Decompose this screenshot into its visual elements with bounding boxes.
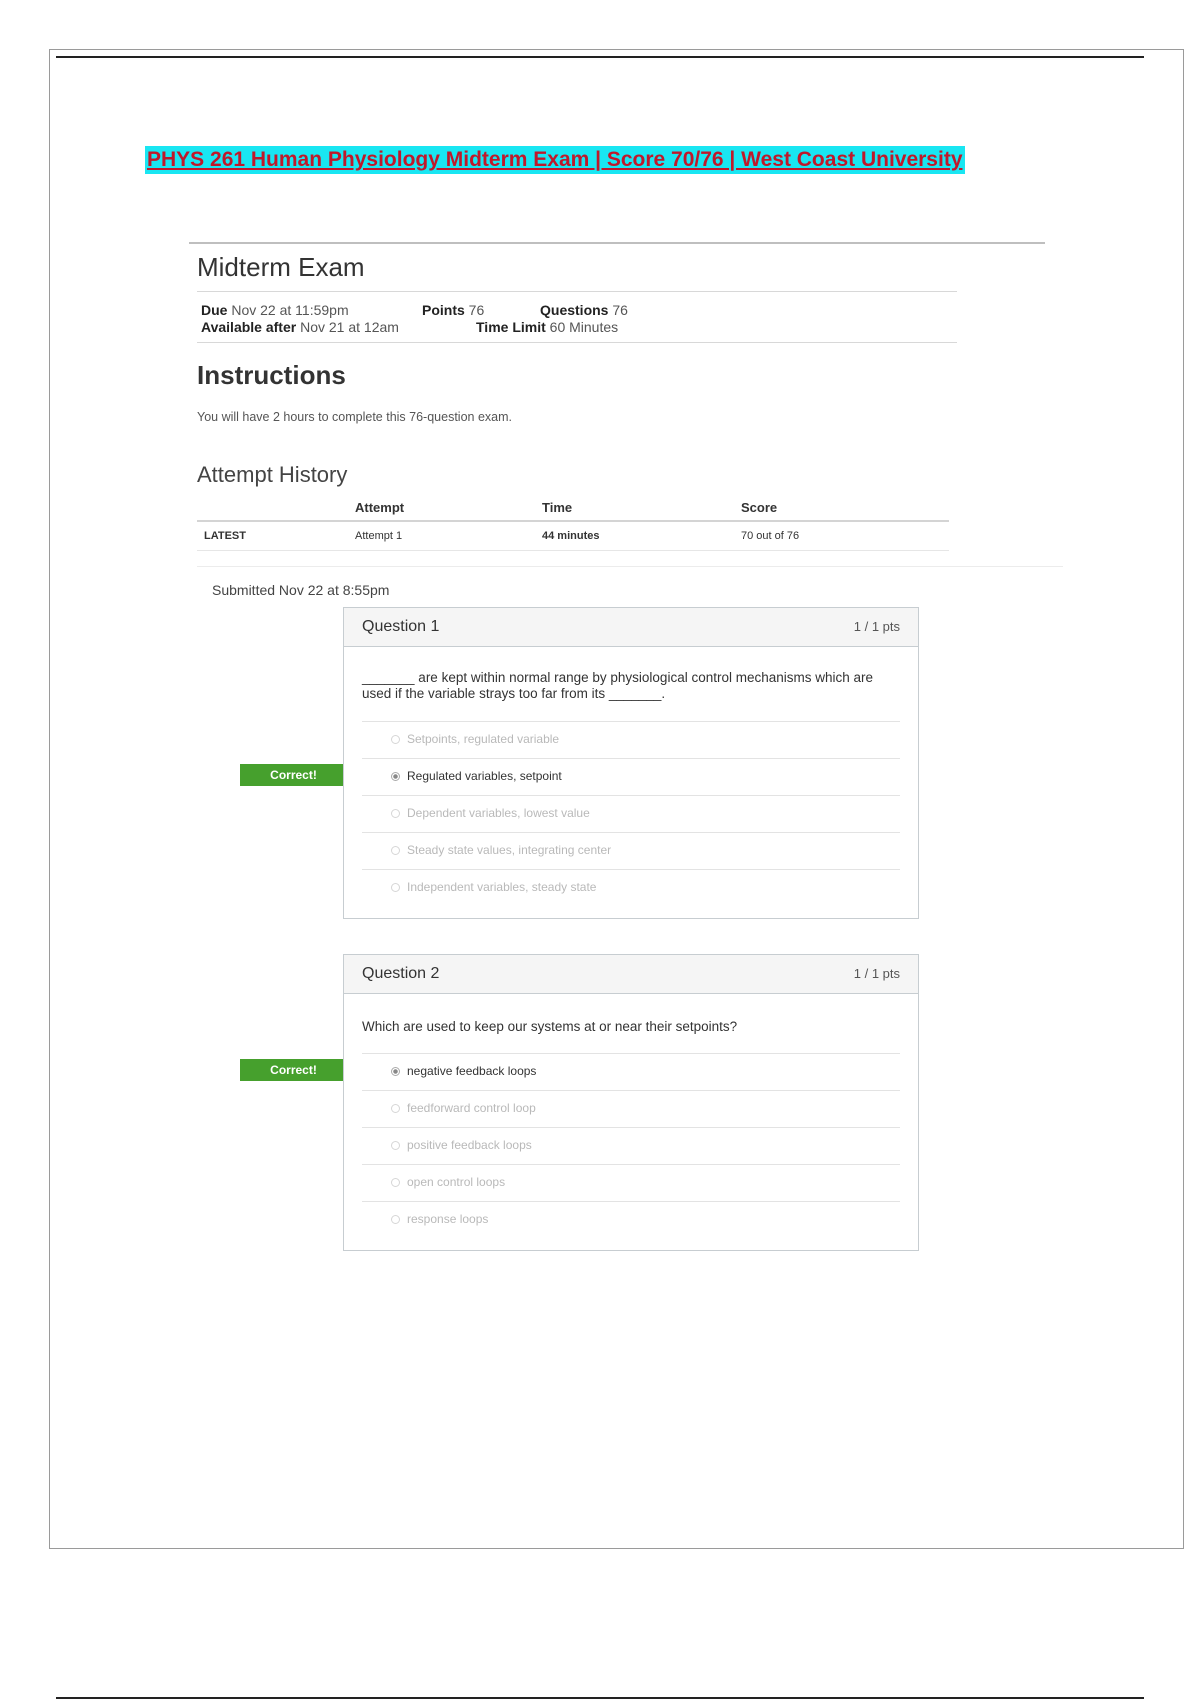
answer-label: Steady state values, integrating center bbox=[407, 843, 612, 857]
latest-tag: LATEST bbox=[204, 530, 246, 542]
due-value: Nov 22 at 11:59pm bbox=[231, 302, 349, 318]
radio-button[interactable] bbox=[391, 772, 400, 781]
instructions-text: You will have 2 hours to complete this 76-question exam. bbox=[197, 410, 512, 424]
meta-divider-top bbox=[197, 291, 957, 292]
document-title: PHYS 261 Human Physiology Midterm Exam | Score 70/76 | West Coast University bbox=[145, 146, 965, 174]
answer-option[interactable] bbox=[362, 758, 900, 795]
time-limit-meta bbox=[476, 319, 618, 335]
available-value: Nov 21 at 12am bbox=[300, 319, 399, 335]
attempt-history-divider bbox=[197, 566, 1063, 567]
questions-meta bbox=[540, 302, 628, 318]
attempt-score: 70 out of 76 bbox=[741, 530, 800, 542]
due-meta bbox=[201, 302, 349, 318]
time-limit-label: Time Limit bbox=[476, 319, 546, 335]
radio-button[interactable] bbox=[391, 1104, 400, 1113]
answer-list bbox=[362, 1053, 900, 1238]
submitted-timestamp: Submitted Nov 22 at 8:55pm bbox=[212, 582, 390, 598]
answer-option[interactable] bbox=[362, 1164, 900, 1201]
radio-button[interactable] bbox=[391, 883, 400, 892]
exam-title: Midterm Exam bbox=[197, 252, 365, 282]
answer-option[interactable] bbox=[362, 721, 900, 758]
question-title: Question 1 bbox=[362, 618, 440, 635]
header-attempt: Attempt bbox=[355, 500, 405, 515]
attempt-time: 44 minutes bbox=[542, 530, 600, 542]
radio-button[interactable] bbox=[391, 1178, 400, 1187]
answer-label: feedforward control loop bbox=[407, 1101, 536, 1115]
correct-badge: Correct! bbox=[240, 764, 347, 786]
radio-button[interactable] bbox=[391, 1067, 400, 1076]
question-title: Question 2 bbox=[362, 965, 440, 982]
table-row bbox=[197, 522, 949, 551]
attempt-table-header bbox=[197, 498, 949, 522]
points-meta bbox=[422, 302, 484, 318]
questions-value: 76 bbox=[612, 302, 628, 318]
time-limit-value: 60 Minutes bbox=[549, 319, 619, 335]
top-rule bbox=[56, 56, 1144, 58]
question-card bbox=[343, 607, 919, 919]
question-header bbox=[344, 955, 918, 994]
answer-label: positive feedback loops bbox=[407, 1138, 532, 1152]
points-label: Points bbox=[422, 302, 465, 318]
answer-option[interactable] bbox=[362, 869, 900, 906]
bottom-rule bbox=[56, 1697, 1144, 1699]
radio-button[interactable] bbox=[391, 846, 400, 855]
answer-label: Setpoints, regulated variable bbox=[407, 732, 560, 746]
answer-label: Independent variables, steady state bbox=[407, 880, 597, 894]
exam-header-divider bbox=[189, 242, 1045, 244]
due-label: Due bbox=[201, 302, 228, 318]
attempt-history-table bbox=[197, 498, 949, 551]
answer-label: Dependent variables, lowest value bbox=[407, 806, 590, 820]
instructions-heading: Instructions bbox=[197, 360, 346, 390]
answer-option[interactable] bbox=[362, 832, 900, 869]
answer-label: open control loops bbox=[407, 1175, 506, 1189]
answer-option[interactable] bbox=[362, 1127, 900, 1164]
answer-option[interactable] bbox=[362, 1090, 900, 1127]
question-card bbox=[343, 954, 919, 1251]
points-value: 76 bbox=[468, 302, 485, 318]
question-text: _______ are kept within normal range by physiological control mechanisms which are used if the variable strays too far from its _______. bbox=[362, 670, 874, 701]
radio-button[interactable] bbox=[391, 735, 400, 744]
radio-button[interactable] bbox=[391, 1141, 400, 1150]
answer-option[interactable] bbox=[362, 1053, 900, 1090]
radio-button[interactable] bbox=[391, 1215, 400, 1224]
question-points: 1 / 1 pts bbox=[853, 966, 900, 981]
questions-label: Questions bbox=[540, 302, 609, 318]
answer-option[interactable] bbox=[362, 795, 900, 832]
attempt-link[interactable]: Attempt 1 bbox=[355, 530, 403, 542]
answer-label: negative feedback loops bbox=[407, 1064, 537, 1078]
question-points: 1 / 1 pts bbox=[853, 619, 900, 634]
answer-option[interactable] bbox=[362, 1201, 900, 1238]
answer-list bbox=[362, 721, 900, 906]
question-text: Which are used to keep our systems at or near their setpoints? bbox=[362, 1019, 738, 1034]
available-label: Available after bbox=[201, 319, 297, 335]
meta-divider-bottom bbox=[197, 342, 957, 343]
question-header bbox=[344, 608, 918, 647]
available-meta bbox=[201, 319, 399, 335]
radio-button[interactable] bbox=[391, 809, 400, 818]
attempt-history-heading: Attempt History bbox=[197, 462, 348, 487]
answer-label: Regulated variables, setpoint bbox=[407, 769, 562, 783]
answer-label: response loops bbox=[407, 1212, 489, 1226]
correct-badge: Correct! bbox=[240, 1059, 347, 1081]
header-score: Score bbox=[741, 500, 778, 515]
header-time: Time bbox=[542, 500, 573, 515]
